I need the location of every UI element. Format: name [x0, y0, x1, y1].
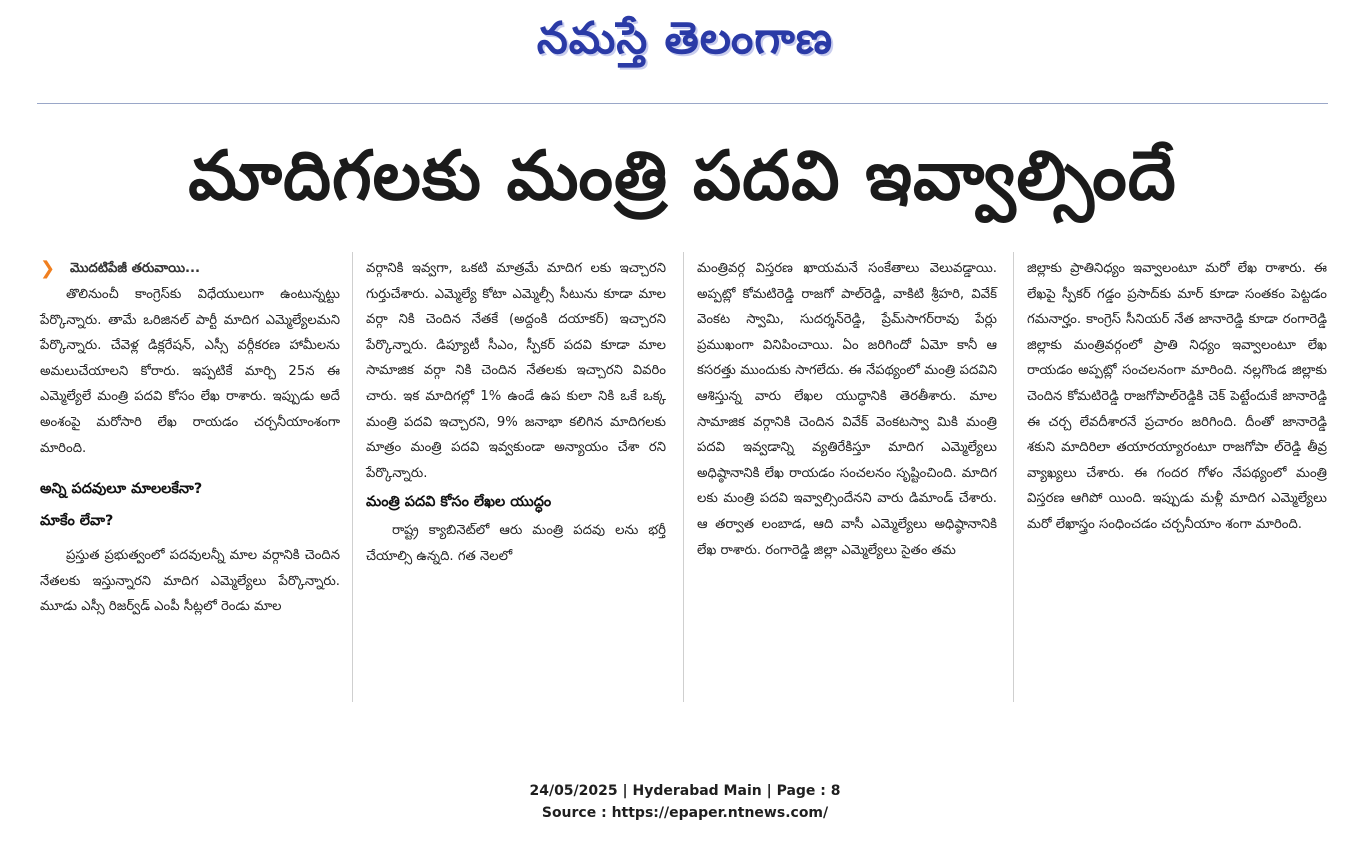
subheading: మాకేం లేవా? — [40, 513, 114, 530]
article-column-1 — [40, 256, 340, 620]
column-divider — [683, 252, 684, 702]
article-paragraph: జిల్లాకు ప్రాతినిధ్యం ఇవ్వాలంటూ మరో లేఖ రాశారు. ఈ లేఖపై స్పీకర్ గడ్డం ప్రసాద్‌కు మార్ కూడా సంతకం పెట్టడం గమనార్హం. కాంగ్రెస్ సీనియర్ నేత జానారెడ్డి కూడా రంగారెడ్డి జిల్లాకు మంత్రివర్గంలో ప్రాతి నిధ్యం ఇవ్వాలంటూ లేఖ రాయడం అప్పట్లో సంచలనంగా మారింది. నల్లగొండ జిల్లాకు చెందిన కోమటిరెడ్డి రాజగోపాల్‌రెడ్డికి చెక్ పెట్టేందుకే జానారెడ్డి ఈ చర్చ లేవదీశారనే ప్రచారం జరిగింది. దీంతో జానారెడ్డి శకుని మాదిరిలా తయారయ్యారంటూ రాజగోపా ల్‌రెడ్డి తీవ్ర వ్యాఖ్యలు చేశారు. ఈ గందర గోళం నేపథ్యంలో మంత్రి విస్తరణ ఆగిపో యింది. ఇప్పుడు మళ్లీ మాదిగ ఎమ్మెల్యేలు మరో లేఖాస్త్రం సంధించడం చర్చనీయాం శంగా మారింది. — [1027, 261, 1327, 532]
subheading: అన్ని పదవులూ మాలలకేనా? — [40, 481, 203, 498]
chevron-right-icon: ❯ — [40, 258, 56, 279]
continued-label: మొదటిపేజీ తరువాయి... — [70, 261, 201, 277]
article-column-4 — [1027, 256, 1327, 538]
column-divider — [1013, 252, 1014, 702]
masthead-logo: నమస్తే తెలంగాణ — [536, 13, 834, 64]
subheading: మంత్రి పదవి కోసం లేఖల యుద్ధం — [366, 494, 552, 511]
article-paragraph: ప్రస్తుత ప్రభుత్వంలో పదవులన్నీ మాల వర్గానికి చెందిన నేతలకు ఇస్తున్నారని మాదిగ ఎమ్మెల్యేలు పేర్కొన్నారు. మూడు ఎస్సీ రిజర్వ్‌డ్ ఎంపీ సీట్లలో రెండు మాల — [40, 548, 340, 615]
masthead — [0, 6, 1370, 72]
masthead-divider — [37, 103, 1328, 104]
column-divider — [352, 252, 353, 702]
article-paragraph: వర్గానికి ఇవ్వగా, ఒకటి మాత్రమే మాదిగ లకు ఇచ్చారని గుర్తుచేశారు. ఎమ్మెల్యే కోటా ఎమ్మెల్సీ సీటును కూడా మాల వర్గా నికి చెందిన నేతకే (అద్దంకి దయాకర్) ఇచ్చారని పేర్కొన్నారు. డిప్యూటీ సీఎం, స్పీకర్ పదవి కూడా మాల సామాజిక వర్గా నికి చెందిన నేతలకు ఇచ్చారని వివరిం చారు. ఇక మాదిగల్లో 1% ఉండే ఉప కులా నికి ఒకే ఒక్క మంత్రి పదవి ఇచ్చారని, 9% జనాభా కలిగిన మాదిగలకు మాత్రం మంత్రి పదవి ఇవ్వకుండా అన్యాయం చేశా రని పేర్కొన్నారు. — [366, 261, 666, 481]
page-footer — [0, 780, 1370, 824]
article-paragraph: రాష్ట్ర క్యాబినెట్‌లో ఆరు మంత్రి పదవు లను భర్తీ చేయాల్సి ఉన్నది. గత నెలలో — [366, 523, 666, 564]
continued-from-front-page — [40, 256, 340, 282]
source-link[interactable]: Source : https://epaper.ntnews.com/ — [541, 805, 829, 821]
article-headline: మాదిగలకు మంత్రి పదవి ఇవ్వాల్సిందే — [188, 137, 1177, 216]
article-column-2 — [366, 256, 666, 570]
article-paragraph: తొలినుంచీ కాంగ్రెస్‌కు విధేయులుగా ఉంటున్నట్టు పేర్కొన్నారు. తామే ఒరిజినల్ పార్టీ మాదిగ ఎమ్మెల్యేలమని పేర్కొన్నారు. చేవెళ్ల డిక్లరేషన్, ఎస్సీ వర్గీకరణ హామీలను అమలుచేయాలని కోరారు. ఇప్పటికే మార్చి 25న ఈ ఎమ్మెల్యేలే మంత్రి పదవి కోసం లేఖ రాశారు. ఇప్పుడు అదే అంశంపై మరోసారి లేఖ రాయడం చర్చనీయాంశంగా మారింది. — [40, 287, 340, 456]
article-column-3 — [697, 256, 997, 563]
article-paragraph: మంత్రివర్గ విస్తరణ ఖాయమనే సంకేతాలు వెలువడ్డాయి. అప్పట్లో కోమటిరెడ్డి రాజగో పాల్‌రెడ్డి, వాకిటి శ్రీహరి, వివేక్ వెంకట స్వామి, సుదర్శన్‌రెడ్డి, ప్రేమ్‌సాగర్‌రావు పేర్లు ప్రముఖంగా వినిపించాయి. ఏం జరిగిందో ఏమో కానీ ఆ కసరత్తు ముందుకు సాగలేదు. ఈ నేపథ్యంలో మంత్రి పదవిని ఆశిస్తున్న వారు లేఖల యుద్ధానికి తెరతీశారు. మాల సామాజిక వర్గానికి చెందిన వివేక్ వెంకటస్వా మికి మంత్రి పదవి ఇవ్వడాన్ని వ్యతిరేకిస్తూ మాదిగ ఎమ్మెల్యేలు అధిష్ఠానానికి లేఖ రాయడం సంచలనం సృష్టించింది. మాదిగ లకు మంత్రి పదవి ఇవ్వాల్సిందేనని వారు డిమాండ్ చేశారు. ఆ తర్వాత లంబాడ, ఆది వాసీ ఎమ్మెల్యేలు అధిష్ఠానానికి లేఖ రాశారు. రంగారెడ్డి జిల్లా ఎమ్మెల్యేలు సైతం తమ — [697, 261, 997, 558]
edition-info: 24/05/2025 | Hyderabad Main | Page : 8 — [529, 783, 841, 799]
